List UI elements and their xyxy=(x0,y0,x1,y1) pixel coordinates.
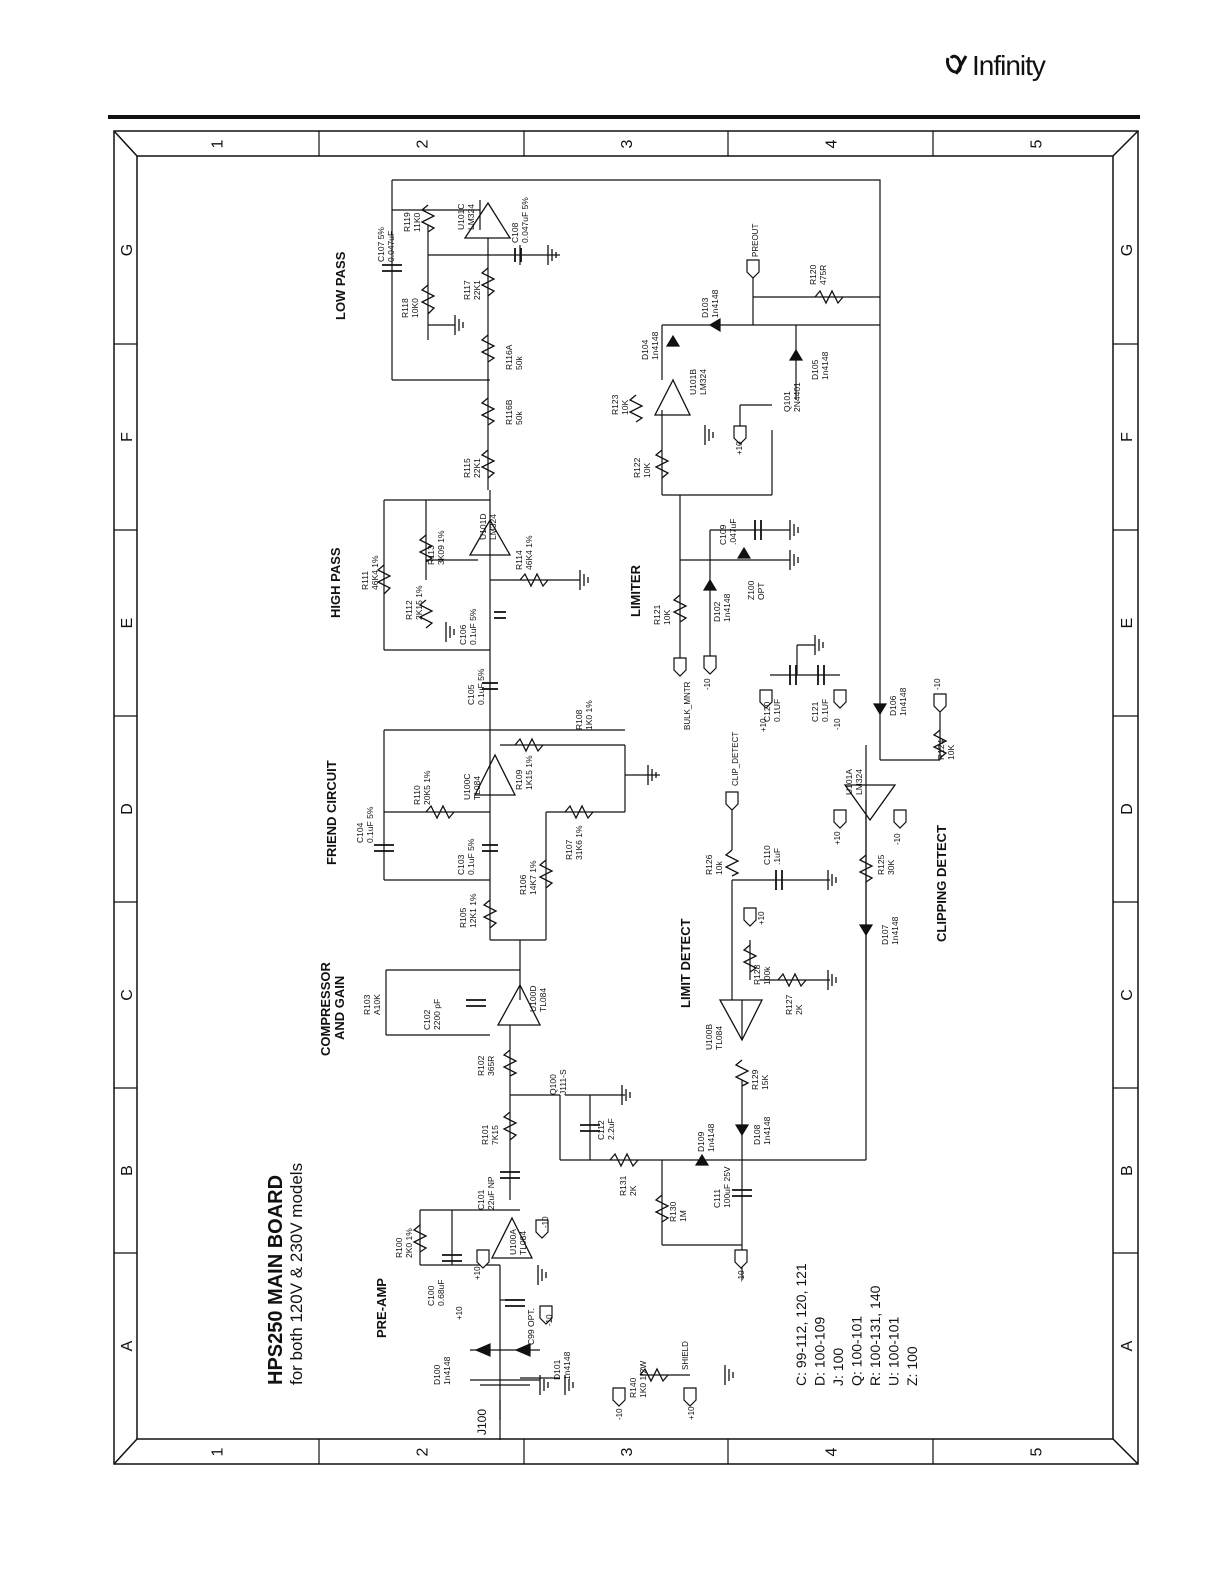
zone-letter-right: G xyxy=(1119,243,1136,257)
part-label-d109: D109 xyxy=(696,1131,706,1152)
summary-line: Z: 100 xyxy=(904,1346,920,1386)
part-label-r128: 100k xyxy=(762,966,772,985)
zone-letter-right: B xyxy=(1119,1165,1136,1176)
part-label-d105: 1n4148 xyxy=(820,351,830,380)
part-label-r101: 7K15 xyxy=(490,1125,500,1145)
op-amp-u101b xyxy=(655,380,690,415)
summary-line: U: 100-101 xyxy=(885,1316,902,1386)
part-label-r116b: R116B xyxy=(504,399,514,425)
part-label-r108: 1K0 1% xyxy=(584,700,594,730)
part-label-c104: 0.1uF 5% xyxy=(365,806,375,843)
part-label-r110: 20K5 1% xyxy=(422,770,432,805)
net-minus10-r140: -10 xyxy=(615,1408,624,1420)
part-label-c103: C103 xyxy=(456,854,466,875)
zone-number-top: 3 xyxy=(619,139,636,149)
part-label-z100: Z100 xyxy=(746,580,756,600)
part-label-u101d: LM324 xyxy=(488,514,498,540)
part-label-r109: R109 xyxy=(514,769,524,790)
part-label-d106: D106 xyxy=(888,695,898,716)
net-minus10-c99: -10 xyxy=(545,1314,554,1326)
part-label-c101: C101 xyxy=(476,1189,486,1210)
part-label-d101: D101 xyxy=(552,1359,562,1380)
net-minus10-c121: -10 xyxy=(833,718,842,730)
zone-letter-right: E xyxy=(1119,617,1136,629)
part-label-c103: 0.1uF 5% xyxy=(466,838,476,875)
board-title: HPS250 MAIN BOARD xyxy=(265,1174,287,1385)
diode-symbols xyxy=(476,319,886,1356)
zone-letter-left: A xyxy=(119,1340,136,1352)
part-label-c112: 2.2uF xyxy=(606,1118,616,1140)
zone-number-bottom: 1 xyxy=(209,1447,227,1457)
part-label-c104: C104 xyxy=(355,822,365,843)
net-shield: SHIELD xyxy=(681,1341,690,1370)
part-label-c102: 2200 pF xyxy=(432,998,442,1030)
part-label-c100: C100 xyxy=(426,1285,436,1306)
part-label-r122: R122 xyxy=(632,457,642,478)
zone-number-top: 5 xyxy=(1028,139,1046,149)
net-plus10-u101a: +10 xyxy=(833,831,842,845)
part-label-c106: C106 xyxy=(458,624,468,645)
part-label-q100: J111-S xyxy=(558,1069,568,1095)
part-label-r131: 2K xyxy=(628,1185,638,1196)
net-minus10-preamp: -10 xyxy=(541,1216,550,1228)
part-label-r140: R140 xyxy=(628,1377,638,1398)
part-label-d109: 1n4148 xyxy=(706,1123,716,1152)
net-minus10-c111: -10 xyxy=(737,1270,746,1282)
summary-line: J: 100 xyxy=(830,1347,846,1386)
part-label-u101a: LM324 xyxy=(854,769,864,795)
part-label-r110: R110 xyxy=(412,785,422,805)
part-label-r113: 3K09 1% xyxy=(436,530,446,565)
section-compressor: COMPRESSOR xyxy=(318,962,333,1056)
part-label-r115: R115 xyxy=(462,458,472,478)
part-label-r125: 30K xyxy=(886,859,896,875)
net-plus10-limiter: +10 xyxy=(735,441,744,455)
zone-letter-left: D xyxy=(119,803,136,815)
section-high-pass: HIGH PASS xyxy=(328,547,343,618)
part-label-r119: R119 xyxy=(402,212,412,232)
part-label-r127: R127 xyxy=(784,994,794,1015)
net-preout: PREOUT xyxy=(751,223,760,257)
part-label-r120: R120 xyxy=(808,264,818,285)
part-label-u101a: U101A xyxy=(844,769,854,795)
part-label-r111: 46K4 1% xyxy=(370,555,380,590)
section-limit-detect: LIMIT DETECT xyxy=(678,918,693,1008)
part-label-d102: 1n4148 xyxy=(722,593,732,622)
connector-symbols xyxy=(477,260,946,1406)
part-label-c121: 0.1UF xyxy=(820,698,830,722)
part-label-u100b: U100B xyxy=(704,1024,714,1050)
part-label-d107: 1n4148 xyxy=(890,916,900,945)
part-label-r120: 475R xyxy=(818,264,828,285)
part-label-z100: OPT xyxy=(756,582,766,600)
part-label-r102: 365R xyxy=(486,1055,496,1076)
part-label-c105: 0.1uF 5% xyxy=(476,668,486,705)
zone-number-bottom: 5 xyxy=(1028,1447,1046,1457)
part-label-r126: R126 xyxy=(704,854,714,875)
net-plus10-r128: +10 xyxy=(757,911,766,925)
section-pre-amp: PRE-AMP xyxy=(374,1278,389,1338)
part-label-r115: 22K1 xyxy=(472,458,482,478)
part-label-r131: R131 xyxy=(618,1175,628,1196)
part-label-r129: 15K xyxy=(760,1074,770,1090)
part-label-d102: D102 xyxy=(712,601,722,622)
part-label-d105: D105 xyxy=(810,359,820,380)
part-label-u100b: TL084 xyxy=(714,1025,724,1050)
part-label-d103: D103 xyxy=(700,297,710,318)
part-label-c105: C105 xyxy=(466,684,476,705)
part-label-r112: R112 xyxy=(404,600,414,620)
part-label-d103: 1n4148 xyxy=(710,289,720,318)
part-label-r103: R103 xyxy=(362,994,372,1015)
net-plus10-jack: +10 xyxy=(687,1406,696,1420)
zone-number-top: 4 xyxy=(823,139,841,149)
part-label-u100c: U100C xyxy=(462,773,472,800)
part-label-d107: D107 xyxy=(880,924,890,945)
zone-number-bottom: 3 xyxy=(619,1447,636,1457)
net-labels xyxy=(455,224,942,1435)
title-layer xyxy=(265,1163,306,1385)
summary-line: C: 99-112, 120, 121 xyxy=(793,1263,809,1386)
part-label-r106: 14K7 1% xyxy=(528,860,538,895)
net-bulk-mntr: BULK_MNTR xyxy=(683,681,692,730)
section-friend-circuit: FRIEND CIRCUIT xyxy=(324,760,339,865)
zone-letter-left: E xyxy=(119,617,136,629)
part-label-c120: C120 xyxy=(762,701,772,722)
summary-line: Q: 100-101 xyxy=(848,1315,865,1386)
zone-letter-left: B xyxy=(119,1165,136,1176)
part-label-c107: C107 5% xyxy=(376,227,386,262)
zone-number-bottom: 2 xyxy=(414,1447,432,1457)
part-label-c120: 0.1UF xyxy=(772,698,782,722)
part-label-r123: 10K xyxy=(620,399,630,415)
part-label-u101b: U101B xyxy=(688,369,698,395)
part-label-c106: 0.1uF 5% xyxy=(468,608,478,645)
part-label-r123: R123 xyxy=(610,394,620,415)
part-label-u100d: TL084 xyxy=(538,987,548,1012)
part-label-r103: A10K xyxy=(372,994,382,1015)
part-label-r116a: R116A xyxy=(504,344,514,370)
part-label-r118: R118 xyxy=(400,298,410,318)
part-label-u100c: TL084 xyxy=(472,775,482,800)
part-label-c107: 0.047uF xyxy=(386,230,396,262)
part-label-r121: 10K xyxy=(662,609,672,625)
part-label-q101: 2N4401 xyxy=(792,382,802,412)
part-label-u100a: TL084 xyxy=(518,1230,528,1255)
part-label-r108: R108 xyxy=(574,709,584,730)
part-label-r105: 12K1 1% xyxy=(468,893,478,928)
net-minus10-r124: -10 xyxy=(933,678,942,690)
board-subtitle: for both 120V & 230V models xyxy=(287,1162,306,1385)
section-low-pass: LOW PASS xyxy=(333,251,348,320)
part-label-r126: 10k xyxy=(714,861,724,875)
part-label-c121: C121 xyxy=(810,701,820,722)
net-plus10-preamp: +10 xyxy=(473,1266,482,1280)
part-label-r128: R128 xyxy=(752,964,762,985)
net-minus10-r121: -10 xyxy=(703,678,712,690)
part-label-u101c: U101C xyxy=(456,203,466,230)
part-label-c109: C109 xyxy=(718,524,728,545)
zone-letter-right: C xyxy=(1119,989,1136,1001)
part-label-d104: 1n4148 xyxy=(650,331,660,360)
part-label-r116a: 50k xyxy=(514,356,524,370)
part-label-r129: R129 xyxy=(750,1069,760,1090)
part-label-q100: Q100 xyxy=(548,1074,558,1095)
part-label-c102: C102 xyxy=(422,1009,432,1030)
part-label-r100: R100 xyxy=(394,1237,404,1258)
part-label-c108: C108 xyxy=(510,222,520,243)
part-label-r127: 2K xyxy=(794,1004,804,1015)
part-label-d108: 1n4148 xyxy=(762,1116,772,1145)
parts-summary xyxy=(793,1263,920,1386)
part-label-r118: 10K0 xyxy=(410,298,420,318)
section-and-gain: AND GAIN xyxy=(332,975,347,1040)
part-label-c111: C111 xyxy=(712,1188,722,1208)
part-label-r124: R124 xyxy=(936,739,946,760)
part-label-d100: 1n4148 xyxy=(442,1356,452,1385)
part-label-u101b: LM324 xyxy=(698,369,708,395)
capacitor-symbols xyxy=(374,248,824,1306)
net-minus10-u101a: -10 xyxy=(893,833,902,845)
part-label-r109: 1K15 1% xyxy=(524,755,534,790)
part-label-c100: 0.68uF xyxy=(436,1279,446,1306)
part-label-r121: R121 xyxy=(652,604,662,625)
part-label-c101: 22uF NP xyxy=(486,1176,496,1210)
part-label-r117: R117 xyxy=(462,280,472,300)
part-label-r107: R107 xyxy=(564,839,574,860)
part-label-u100d: U100D xyxy=(528,985,538,1012)
part-label-r100: 2K0 1% xyxy=(404,1228,414,1258)
part-label-c109: .047uF xyxy=(728,518,738,545)
part-label-r106: R106 xyxy=(518,874,528,895)
zone-letter-right: D xyxy=(1119,803,1136,815)
net-j100: J100 xyxy=(475,1408,489,1435)
net-clip-detect: CLIP_DETECT xyxy=(731,731,740,786)
part-label-r116b: 50k xyxy=(514,411,524,425)
part-label-c108: 0.047uF 5% xyxy=(520,197,530,243)
summary-line: R: 100-131, 140 xyxy=(867,1285,883,1386)
part-label-r113: R113 xyxy=(426,545,436,565)
part-label-d101: 1n4148 xyxy=(562,1351,572,1380)
zone-number-bottom: 4 xyxy=(823,1447,841,1457)
zone-letter-left: G xyxy=(119,243,136,257)
part-label-c110: C110 xyxy=(762,845,772,865)
part-label-r105: R105 xyxy=(458,907,468,928)
part-label-c99: C99 OPT. xyxy=(526,1308,536,1345)
part-label-d100: D100 xyxy=(432,1364,442,1385)
part-label-r117: 22K1 xyxy=(472,280,482,300)
part-label-r130: 1M xyxy=(678,1210,688,1222)
part-label-r112: 2K15 1% xyxy=(414,585,424,620)
zone-letter-left: F xyxy=(119,432,136,442)
part-label-r119: 11K0 xyxy=(412,212,422,232)
part-label-r114: R114 xyxy=(514,550,524,570)
part-label-r111: R111 xyxy=(360,570,370,590)
summary-line: D: 100-109 xyxy=(811,1316,828,1386)
part-label-d106: 1n4148 xyxy=(898,687,908,716)
part-label-r124: 10K xyxy=(946,744,956,760)
zone-number-top: 2 xyxy=(414,139,432,149)
schematic-wires xyxy=(384,180,940,1440)
zone-letter-right: A xyxy=(1119,1340,1136,1352)
part-label-u100a: U100A xyxy=(508,1229,518,1255)
part-label-c111: 100uF 25V xyxy=(722,1166,732,1208)
part-label-u101c: LM324 xyxy=(466,204,476,230)
zone-letter-right: F xyxy=(1119,432,1136,442)
brand-wordmark: Infinity xyxy=(972,50,1045,81)
part-label-c110: .1uF xyxy=(772,847,782,865)
op-amp-u100b xyxy=(720,1000,762,1040)
net-plus10-c120: +10 xyxy=(759,718,768,732)
net-plus10-d100: +10 xyxy=(455,1306,464,1320)
part-label-r125: R125 xyxy=(876,854,886,875)
part-label-r140: 1K0 1/2W xyxy=(638,1360,648,1398)
part-label-r122: 10K xyxy=(642,462,652,478)
part-label-u101d: U101D xyxy=(478,513,488,540)
part-label-r107: 31K6 1% xyxy=(574,825,584,860)
section-clipping-detect: CLIPPING DETECT xyxy=(934,824,949,942)
part-label-c112: C112 xyxy=(596,1120,606,1140)
part-label-r114: 46K4 1% xyxy=(524,535,534,570)
part-label-d108: D108 xyxy=(752,1124,762,1145)
part-label-q101: Q101 xyxy=(782,391,792,412)
part-label-r101: R101 xyxy=(480,1124,490,1145)
part-label-r102: R102 xyxy=(476,1055,486,1076)
section-limiter: LIMITER xyxy=(628,565,643,617)
zone-number-top: 1 xyxy=(209,139,227,149)
part-label-d104: D104 xyxy=(640,339,650,360)
zone-letter-left: C xyxy=(119,989,136,1001)
part-label-r130: R130 xyxy=(668,1201,678,1222)
